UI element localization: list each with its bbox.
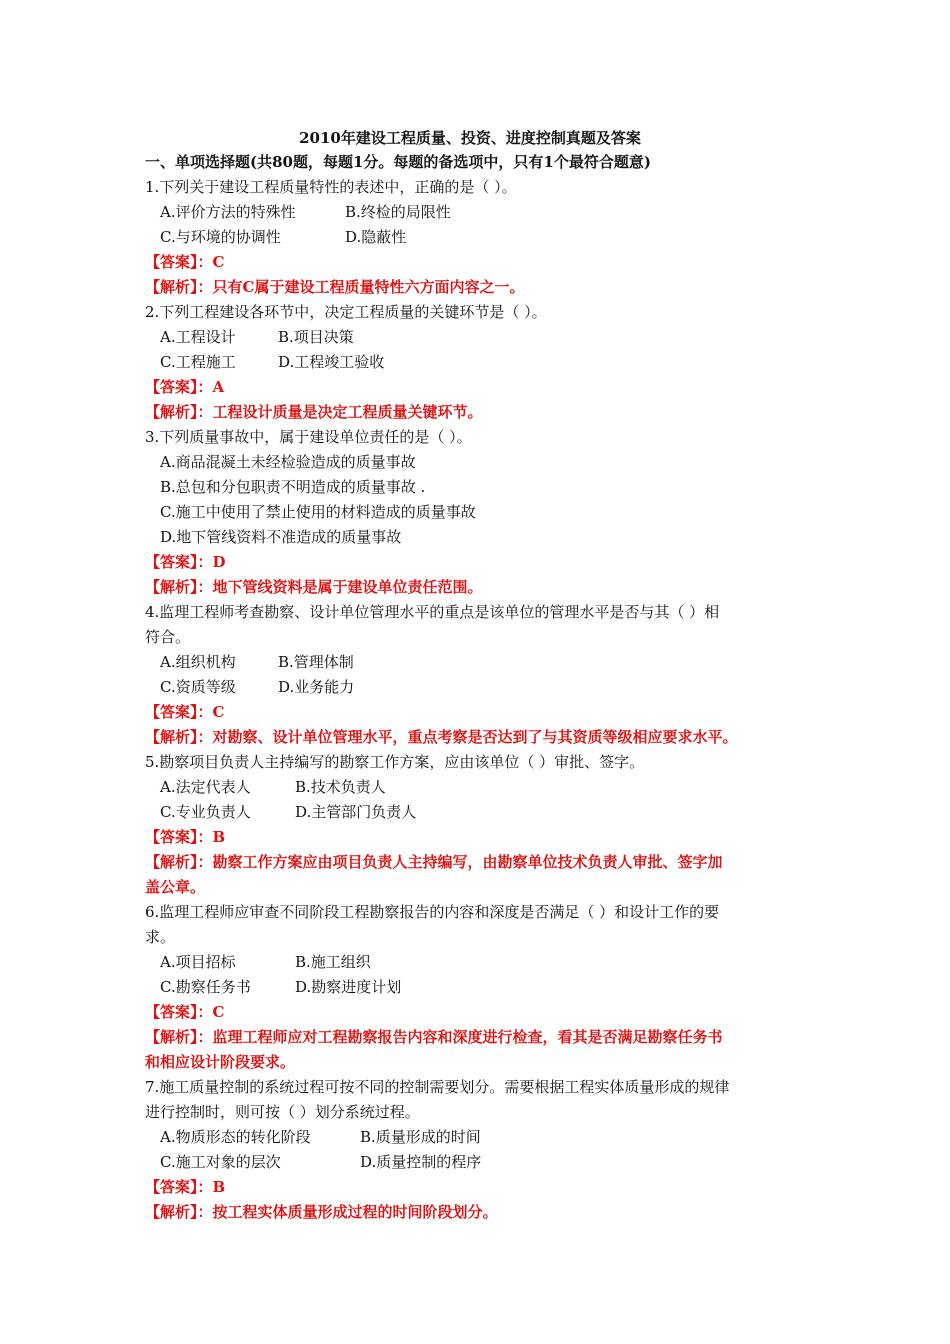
answer-line: [145, 825, 810, 850]
options-row: [145, 800, 810, 825]
option-label: B.技术负责人: [295, 778, 386, 796]
option-label: C.施工中使用了禁止使用的材料造成的质量事故: [160, 503, 476, 521]
option-label: B.质量形成的时间: [360, 1128, 481, 1146]
answer-tag: 【答案】: [145, 1003, 198, 1021]
options-row: [145, 975, 810, 1000]
question-stem: 7.施工质量控制的系统过程可按不同的控制需要划分。需要根据工程实体质量形成的规律: [145, 1078, 730, 1096]
option-label: C.专业负责人: [160, 803, 251, 821]
answer-line: [145, 375, 810, 400]
answer-line: [145, 250, 810, 275]
option-label: A.组织机构: [160, 653, 236, 671]
option-label: D.主管部门负责人: [295, 803, 417, 821]
document-content: [145, 126, 810, 1225]
option-label: C.资质等级: [160, 678, 236, 696]
options-row: [145, 350, 810, 375]
explanation-line: [145, 400, 810, 425]
answer-tag: 【答案】: [145, 253, 198, 271]
option-label: D.地下管线资料不准造成的质量事故: [160, 528, 402, 546]
explanation-text: [145, 728, 738, 746]
option-label: A.工程设计: [160, 328, 236, 346]
option-label: D.隐蔽性: [345, 228, 407, 246]
explanation-tag: 【解析】: [145, 853, 198, 871]
option-label: D.业务能力: [278, 678, 355, 696]
question-stem: 进行控制时，则可按（ ）划分系统过程。: [145, 1103, 420, 1121]
question-stem: 6.监理工程师应审查不同阶段工程勘察报告的内容和深度是否满足（ ）和设计工作的要: [145, 903, 720, 921]
options-row: [145, 475, 810, 500]
document-title: 2010年建设工程质量、投资、进度控制真题及答案: [299, 129, 641, 147]
explanation-text: [145, 278, 524, 296]
explanation-tag: 【解析】: [145, 728, 198, 746]
option-label: B.施工组织: [295, 953, 371, 971]
answer-line: [145, 1000, 810, 1025]
explanation-value: 和相应设计阶段要求。: [145, 1053, 296, 1071]
option-label: B.终检的局限性: [345, 203, 451, 221]
option-label: D.勘察进度计划: [295, 978, 402, 996]
explanation-value: ：工程设计质量是决定工程质量关键环节。: [197, 403, 483, 421]
option-label: A.项目招标: [160, 953, 236, 971]
question-stem: 1.下列关于建设工程质量特性的表述中，正确的是（ ）。: [145, 178, 517, 196]
answer-line: [145, 1175, 810, 1200]
question-stem: 求。: [145, 928, 176, 946]
options-row: [145, 525, 810, 550]
question-item: [145, 175, 810, 300]
options-row: [145, 950, 810, 975]
explanation-text: [145, 403, 483, 421]
question-item: [145, 1075, 810, 1225]
options-row: [145, 450, 810, 475]
explanation-tag: 【解析】: [145, 1203, 198, 1221]
answer-value: ：B: [197, 828, 226, 846]
option-label: D.质量控制的程序: [360, 1153, 482, 1171]
answer-tag: 【答案】: [145, 828, 198, 846]
options-row: [145, 200, 810, 225]
answer-value: ：C: [197, 703, 225, 721]
explanation-tag: 【解析】: [145, 278, 198, 296]
explanation-text: [145, 850, 810, 875]
option-label: A.评价方法的特殊性: [160, 203, 296, 221]
explanation-value: ：监理工程师应对工程勘察报告内容和深度进行检查，看其是否满足勘察任务书: [197, 1028, 723, 1046]
option-label: C.工程施工: [160, 353, 236, 371]
question-item: [145, 600, 810, 750]
question-list: [145, 175, 810, 1225]
answer-value: ：A: [197, 378, 225, 396]
question-item: [145, 900, 810, 1075]
question-stem: 符合。: [145, 628, 191, 646]
answer-tag: 【答案】: [145, 1178, 198, 1196]
explanation-line: [145, 850, 810, 900]
options-row: [145, 500, 810, 525]
explanation-text: [145, 1203, 498, 1221]
explanation-tag: 【解析】: [145, 1028, 198, 1046]
explanation-tag: 【解析】: [145, 578, 198, 596]
option-label: A.物质形态的转化阶段: [160, 1128, 311, 1146]
explanation-text: [145, 578, 483, 596]
option-label: A.商品混凝土未经检验造成的质量事故: [160, 453, 416, 471]
explanation-tag: 【解析】: [145, 403, 198, 421]
explanation-text: [145, 1025, 810, 1050]
option-label: D.工程竣工验收: [278, 353, 385, 371]
answer-value: ：C: [197, 253, 225, 271]
question-item: [145, 300, 810, 425]
explanation-value: ：按工程实体质量形成过程的时间阶段划分。: [197, 1203, 498, 1221]
answer-line: [145, 550, 810, 575]
question-stem: 5.勘察项目负责人主持编写的勘察工作方案，应由该单位（ ）审批、签字。: [145, 753, 645, 771]
section-heading: 一、单项选择题(共80题，每题1分。每题的备选项中，只有1个最符合题意): [145, 153, 651, 171]
explanation-line: [145, 575, 810, 600]
option-label: A.法定代表人: [160, 778, 251, 796]
answer-tag: 【答案】: [145, 703, 198, 721]
options-row: [145, 1125, 810, 1150]
answer-line: [145, 700, 810, 725]
explanation-value: ：勘察工作方案应由项目负责人主持编写，由勘察单位技术负责人审批、签字加: [197, 853, 723, 871]
answer-value: ：C: [197, 1003, 225, 1021]
explanation-value: ：对勘察、设计单位管理水平，重点考察是否达到了与其资质等级相应要求水平。: [197, 728, 738, 746]
explanation-value: ：地下管线资料是属于建设单位责任范围。: [197, 578, 483, 596]
explanation-text: [145, 1050, 810, 1075]
option-label: C.与环境的协调性: [160, 228, 281, 246]
question-item: [145, 425, 810, 600]
options-row: [145, 775, 810, 800]
explanation-value: 盖公章。: [145, 878, 206, 896]
question-stem: 4.监理工程师考查勘察、设计单位管理水平的重点是该单位的管理水平是否与其（ ）相: [145, 603, 720, 621]
options-row: [145, 650, 810, 675]
explanation-line: [145, 1200, 810, 1225]
option-label: B.项目决策: [278, 328, 354, 346]
explanation-line: [145, 1025, 810, 1075]
explanation-line: [145, 725, 810, 750]
question-item: [145, 750, 810, 900]
options-row: [145, 325, 810, 350]
answer-tag: 【答案】: [145, 553, 198, 571]
explanation-text: [145, 875, 810, 900]
explanation-value: ：只有C属于建设工程质量特性六方面内容之一。: [197, 278, 525, 296]
question-stem: 2.下列工程建设各环节中，决定工程质量的关键环节是（ ）。: [145, 303, 547, 321]
option-label: B.总包和分包职责不明造成的质量事故 .: [160, 478, 426, 496]
option-label: C.勘察任务书: [160, 978, 251, 996]
option-label: B.管理体制: [278, 653, 354, 671]
answer-tag: 【答案】: [145, 378, 198, 396]
option-label: C.施工对象的层次: [160, 1153, 281, 1171]
question-stem: 3.下列质量事故中，属于建设单位责任的是（ ）。: [145, 428, 472, 446]
answer-value: ：D: [197, 553, 226, 571]
explanation-line: [145, 275, 810, 300]
options-row: [145, 675, 810, 700]
answer-value: ：B: [197, 1178, 226, 1196]
options-row: [145, 1150, 810, 1175]
options-row: [145, 225, 810, 250]
